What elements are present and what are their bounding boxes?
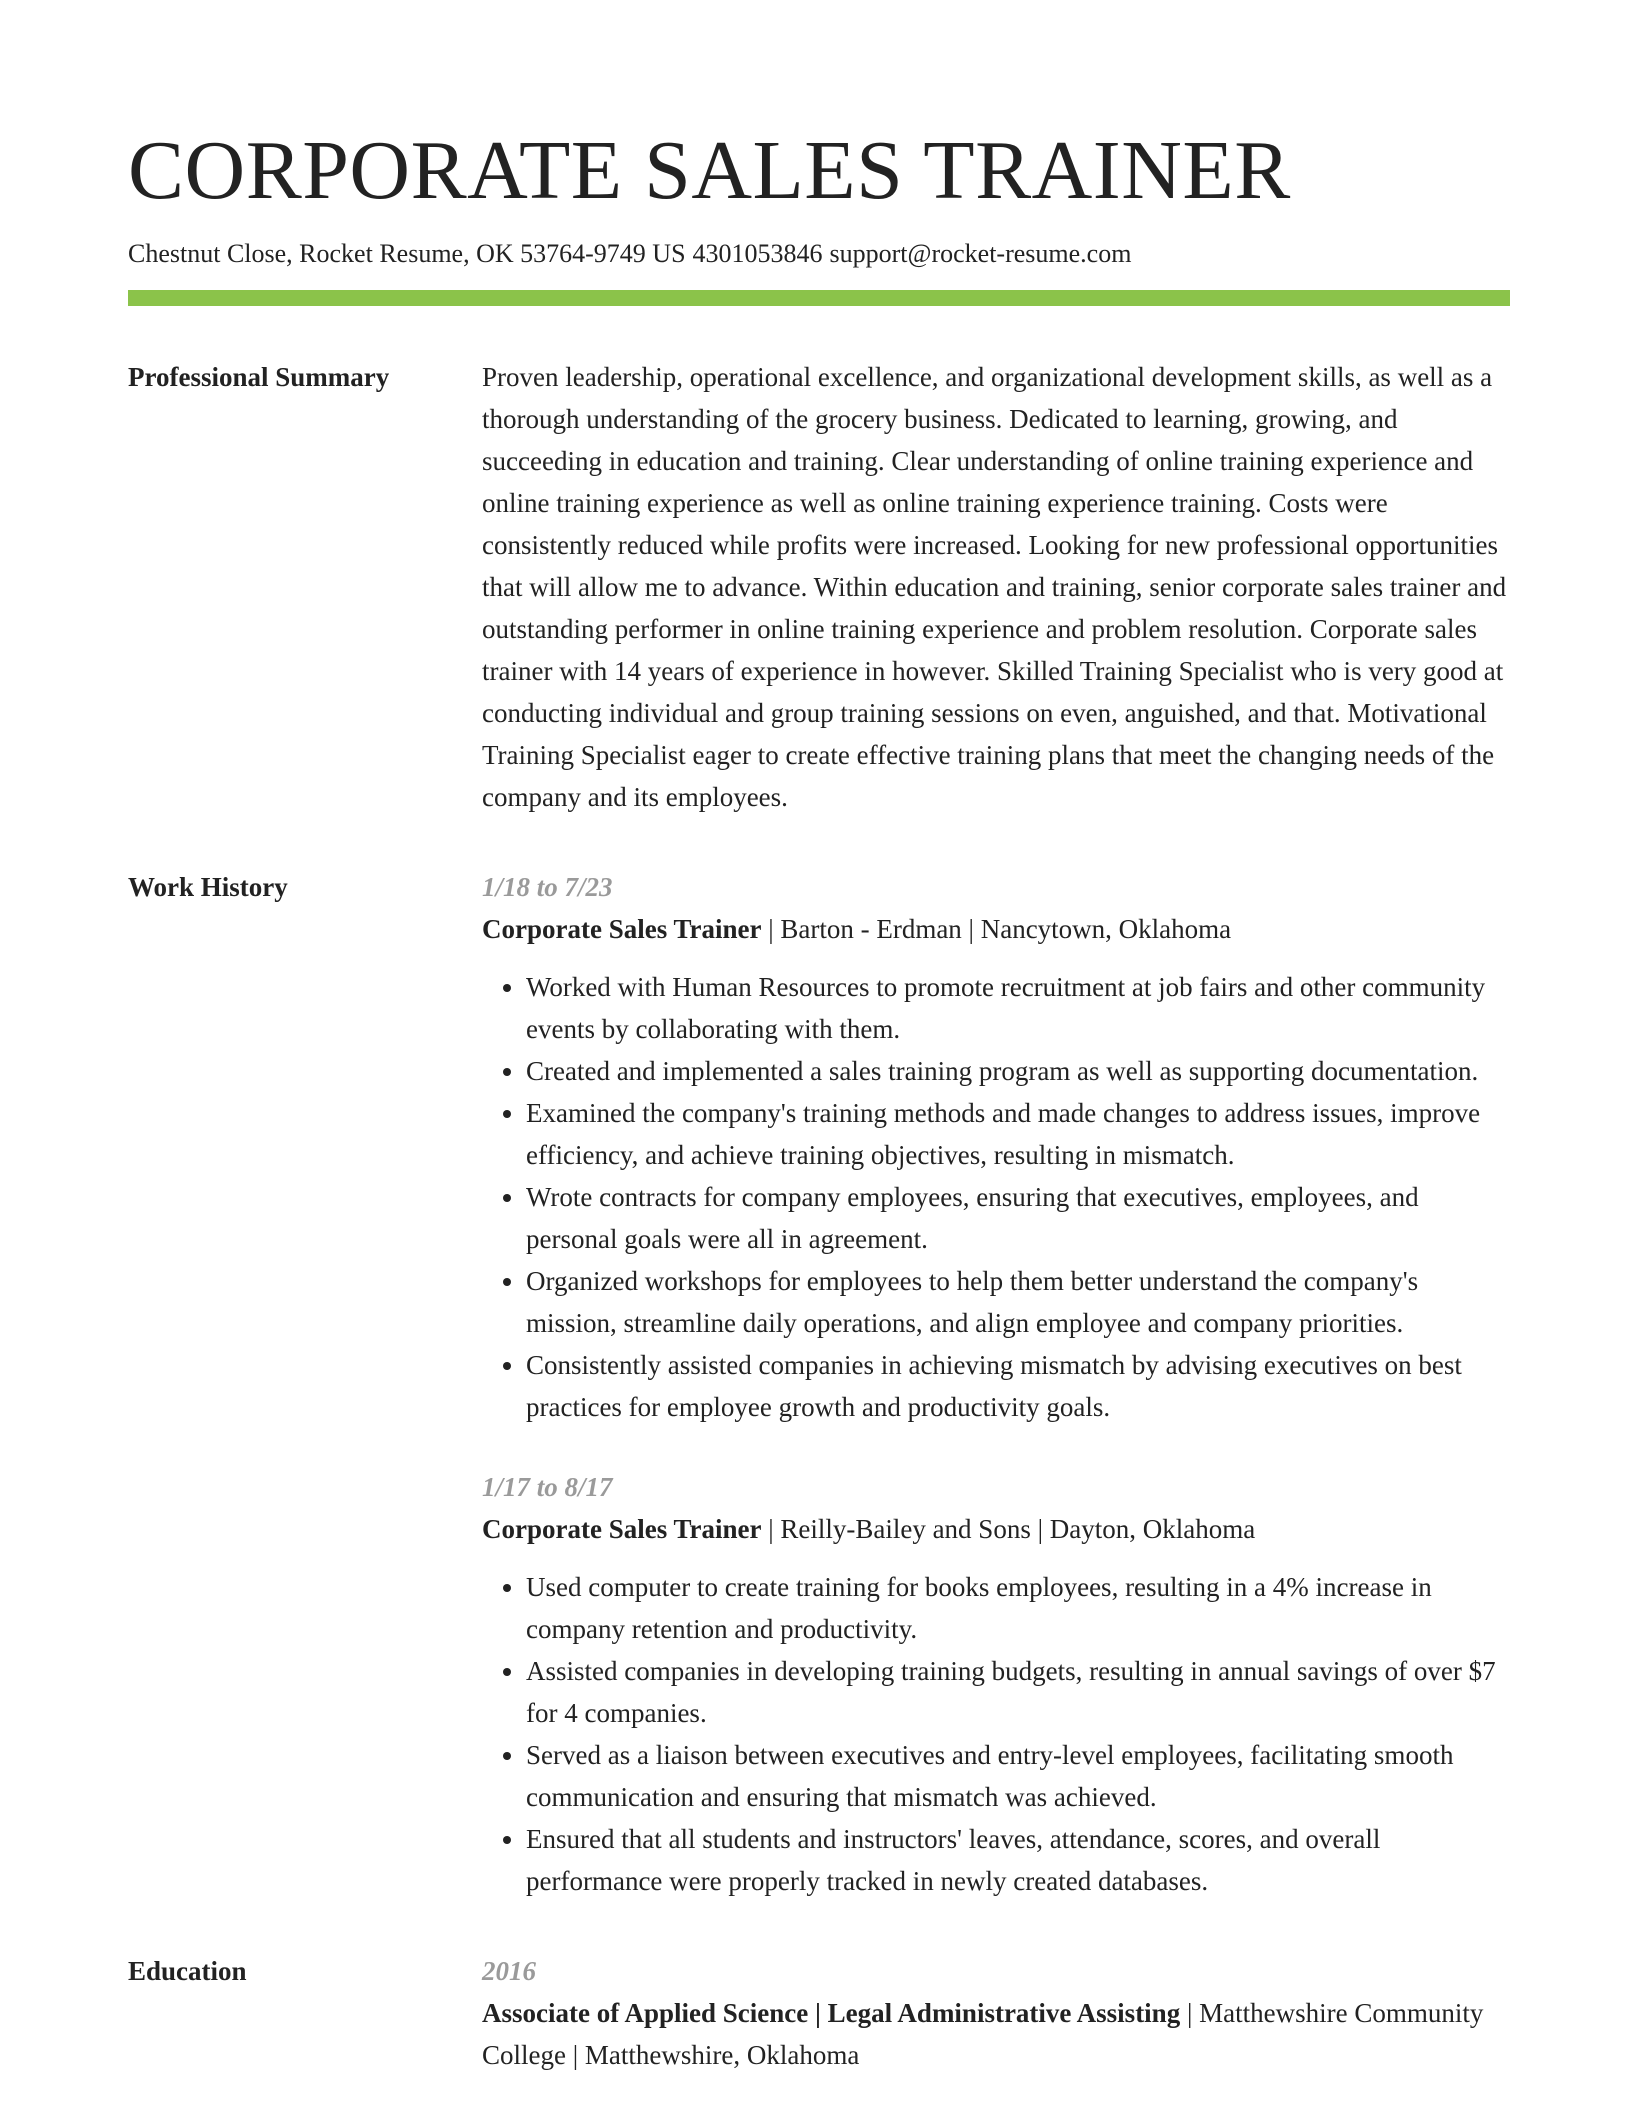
job-bullet: • Served as a liaison between executives and entry-level employees, facilitating smooth communication and ensuring that mismatch was achieved. (526, 1734, 1510, 1818)
resume-header (128, 118, 1510, 306)
job-heading (482, 1508, 1510, 1550)
job-date: 1/18 to 7/23 (482, 872, 613, 902)
job-bullet: • Organized workshops for employees to help them better understand the company's mission, streamline daily operations, and align employee and company priorities. (526, 1260, 1510, 1344)
job-bullets (482, 966, 1510, 1428)
contact-phone: 4301053846 (692, 239, 823, 268)
job-bullet: • Assisted companies in developing training budgets, resulting in annual savings of over $7 for 4 companies. (526, 1650, 1510, 1734)
candidate-title: CORPORATE SALES TRAINER (128, 124, 1291, 217)
education-details: | Matthewshire Community College | Matthewshire, Oklahoma (482, 1998, 1484, 2070)
job-entry (482, 1466, 1510, 1902)
job-heading (482, 908, 1510, 950)
education-degree: Associate of Applied Science | Legal Administrative Assisting (482, 1998, 1181, 2028)
education-section (128, 1950, 1510, 2076)
job-bullet: • Consistently assisted companies in achieving mismatch by advising executives on best practices for employee growth and productivity goals. (526, 1344, 1510, 1428)
job-title: Corporate Sales Trainer (482, 1514, 762, 1544)
job-details: | Barton - Erdman | Nancytown, Oklahoma (761, 914, 1232, 944)
job-entry (482, 866, 1510, 1428)
summary-body (482, 356, 1510, 818)
job-bullets (482, 1566, 1510, 1902)
education-heading (482, 1992, 1510, 2076)
header-divider (128, 290, 1510, 306)
resume-page (128, 118, 1510, 2076)
section-label-summary: Professional Summary (128, 362, 390, 392)
job-details: | Reilly-Bailey and Sons | Dayton, Oklahoma (761, 1514, 1256, 1544)
section-label-work: Work History (128, 872, 288, 902)
job-bullet: • Wrote contracts for company employees, ensuring that executives, employees, and personal goals were all in agreement. (526, 1176, 1510, 1260)
job-date: 1/17 to 8/17 (482, 1472, 613, 1502)
job-bullet: • Ensured that all students and instructors' leaves, attendance, scores, and overall performance were properly tracked in newly created databases. (526, 1818, 1510, 1902)
professional-summary-section (128, 356, 1510, 818)
summary-text: Proven leadership, operational excellence, and organizational development skills, as well as a thorough understanding of the grocery business. Dedicated to learning, growing, and succeeding in education and training. Clear understanding of online training experience and online training experience as well as online training experience training. Costs were consistently reduced while profits were increased. Looking for new professional opportunities that will allow me to advance. Within education and training, senior corporate sales trainer and outstanding performer in online training experience and problem resolution. Corporate sales trainer with 14 years of experience in however. Skilled Training Specialist who is very good at conducting individual and group training sessions on even, anguished, and that. Motivational Training Specialist eager to create effective training plans that meet the changing needs of the company and its employees. (482, 362, 1507, 812)
job-bullet: • Created and implemented a sales training program as well as supporting documentation. (526, 1050, 1510, 1092)
job-bullet: • Worked with Human Resources to promote recruitment at job fairs and other community events by collaborating with them. (526, 966, 1510, 1050)
section-label-education: Education (128, 1956, 247, 1986)
job-title: Corporate Sales Trainer (482, 914, 762, 944)
contact-line (128, 236, 1510, 272)
job-bullet: • Examined the company's training methods and made changes to address issues, improve efficiency, and achieve training objectives, resulting in mismatch. (526, 1092, 1510, 1176)
contact-email: support@rocket-resume.com (829, 239, 1132, 268)
job-bullet: • Used computer to create training for books employees, resulting in a 4% increase in company retention and productivity. (526, 1566, 1510, 1650)
contact-address: Chestnut Close, Rocket Resume, OK 53764-9749 US (128, 239, 686, 268)
work-history-section (128, 866, 1510, 1902)
work-body (482, 866, 1510, 1902)
education-date: 2016 (482, 1956, 536, 1986)
education-body (482, 1950, 1510, 2076)
